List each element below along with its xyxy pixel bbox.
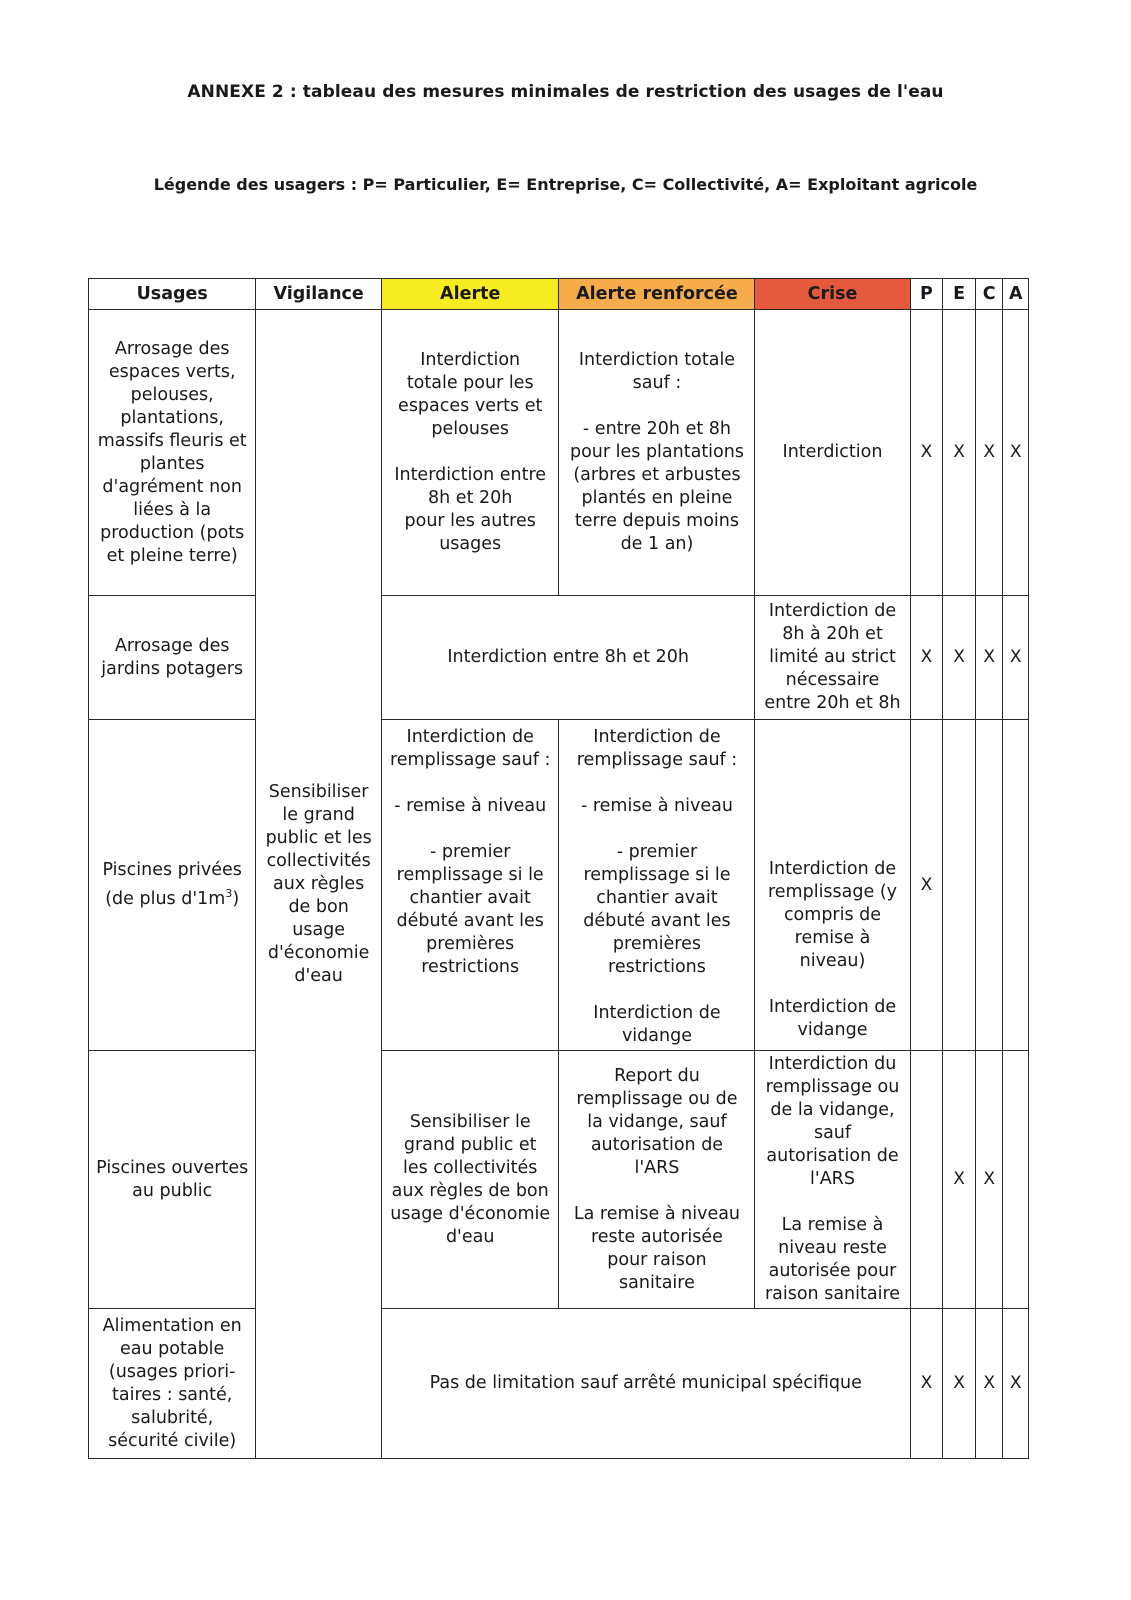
- alerte-renforcee-text: Interdiction totale sauf : - entre 20h et 8h pour les plantations (arbres et arbustes plantés en pleine terre depuis moins de 1 an): [569, 350, 744, 554]
- usage-cell: [89, 310, 256, 596]
- mark-c: X: [975, 1051, 1003, 1309]
- header-a: A: [1003, 279, 1029, 310]
- mark-a: [1003, 1051, 1029, 1309]
- table-row: [89, 596, 1029, 720]
- usage-label: [91, 859, 253, 911]
- mark-p: X: [910, 596, 943, 720]
- header-c: C: [975, 279, 1003, 310]
- crise-cell: [755, 310, 910, 596]
- alerte-renforcee-text: Report du remplissage ou de la vidange, sauf autorisation de l'ARS La remise à niveau reste autorisée pour raison sanitaire: [573, 1065, 741, 1293]
- mark-a: X: [1003, 596, 1029, 720]
- mark-e: X: [943, 310, 976, 596]
- usage-label-sup: 3: [225, 887, 233, 901]
- alerte-merged-text: Pas de limitation sauf arrêté municipal spécifique: [429, 1373, 862, 1393]
- header-row: [89, 279, 1029, 310]
- page-title: ANNEXE 2 : tableau des mesures minimales de restriction des usages de l'eau: [187, 82, 944, 102]
- usage-cell: [89, 1309, 256, 1459]
- header-vigilance: Vigilance: [256, 279, 382, 310]
- mark-p: [910, 1051, 943, 1309]
- mark-a: X: [1003, 1309, 1029, 1459]
- crise-text: Interdiction de remplissage (y compris de remise à niveau) Interdiction de vidange: [767, 859, 898, 1040]
- usage-label-main: Piscines privées (de plus d'1m: [102, 860, 242, 909]
- alerte-text: Interdiction de remplissage sauf : - remise à niveau - premier remplissage si le chantier avait débuté avant les premières restrictions: [389, 727, 551, 977]
- usage-label-end: ): [232, 888, 240, 909]
- usage-cell: [89, 1051, 256, 1309]
- alerte-renforcee-cell: [559, 720, 755, 1051]
- mark-e: X: [943, 596, 976, 720]
- mark-c: X: [975, 1309, 1003, 1459]
- crise-text: Interdiction du remplissage ou de la vidange, sauf autorisation de l'ARS La remise à niveau reste autorisée pour raison sanitaire: [764, 1054, 901, 1304]
- usage-label: Arrosage des espaces verts, pelouses, plantations, massifs fleuris et plantes d'agrément non liées à la production (pots et pleine terre): [97, 338, 247, 566]
- table-row: [89, 1051, 1029, 1309]
- mark-e: [943, 720, 976, 1051]
- alerte-text: Interdiction totale pour les espaces verts et pelouses Interdiction entre 8h et 20h pour les autres usages: [394, 350, 547, 554]
- mark-p: X: [910, 310, 943, 596]
- crise-cell: [755, 720, 910, 1051]
- alerte-merged-text: Interdiction entre 8h et 20h: [447, 647, 689, 667]
- mark-c: X: [975, 596, 1003, 720]
- usage-label: Piscines ouvertes au public: [96, 1157, 249, 1201]
- table-row: [89, 720, 1029, 1051]
- usage-label: Arrosage des jardins potagers: [101, 635, 244, 679]
- mark-e: X: [943, 1051, 976, 1309]
- crise-cell: [755, 596, 910, 720]
- usage-label: Alimentation en eau potable (usages priori- taires : santé, salubrité, sécurité civile): [102, 1315, 242, 1451]
- mark-c: X: [975, 310, 1003, 596]
- header-usages: Usages: [89, 279, 256, 310]
- mark-e: X: [943, 1309, 976, 1459]
- header-alerte: Alerte: [381, 279, 559, 310]
- alerte-renforcee-text: Interdiction de remplissage sauf : - remise à niveau - premier remplissage si le chantier avait débuté avant les premières restrictions Interdiction de vidange: [576, 727, 738, 1046]
- mark-a: X: [1003, 310, 1029, 596]
- alerte-merged-cell: [381, 1309, 910, 1459]
- alerte-renforcee-cell: [559, 310, 755, 596]
- table-row: [89, 310, 1029, 596]
- header-e: E: [943, 279, 976, 310]
- alerte-renforcee-cell: [559, 1051, 755, 1309]
- mark-a: [1003, 720, 1029, 1051]
- vigilance-text: Sensibiliser le grand public et les collectivités aux règles de bon usage d'économie d'eau: [265, 781, 372, 986]
- alerte-merged-cell: [381, 596, 755, 720]
- crise-cell: [755, 1051, 910, 1309]
- alerte-cell: [381, 720, 559, 1051]
- users-legend: Légende des usagers : P= Particulier, E= Entreprise, C= Collectivité, A= Exploitant agricole: [153, 175, 978, 194]
- vigilance-cell: [256, 310, 382, 1459]
- usage-cell: [89, 596, 256, 720]
- mark-c: [975, 720, 1003, 1051]
- mark-p: X: [910, 720, 943, 1051]
- header-crise: Crise: [755, 279, 910, 310]
- crise-text: Interdiction: [782, 442, 883, 462]
- header-p: P: [910, 279, 943, 310]
- crise-text: Interdiction de 8h à 20h et limité au strict nécessaire entre 20h et 8h: [764, 601, 901, 713]
- header-alerte-renforcee: Alerte renforcée: [559, 279, 755, 310]
- restrictions-table: [88, 278, 1029, 1459]
- mark-p: X: [910, 1309, 943, 1459]
- alerte-cell: [381, 1051, 559, 1309]
- alerte-text: Sensibiliser le grand public et les collectivités aux règles de bon usage d'économie d'eau: [390, 1111, 551, 1247]
- usage-cell: [89, 720, 256, 1051]
- alerte-cell: [381, 310, 559, 596]
- table-row: [89, 1309, 1029, 1459]
